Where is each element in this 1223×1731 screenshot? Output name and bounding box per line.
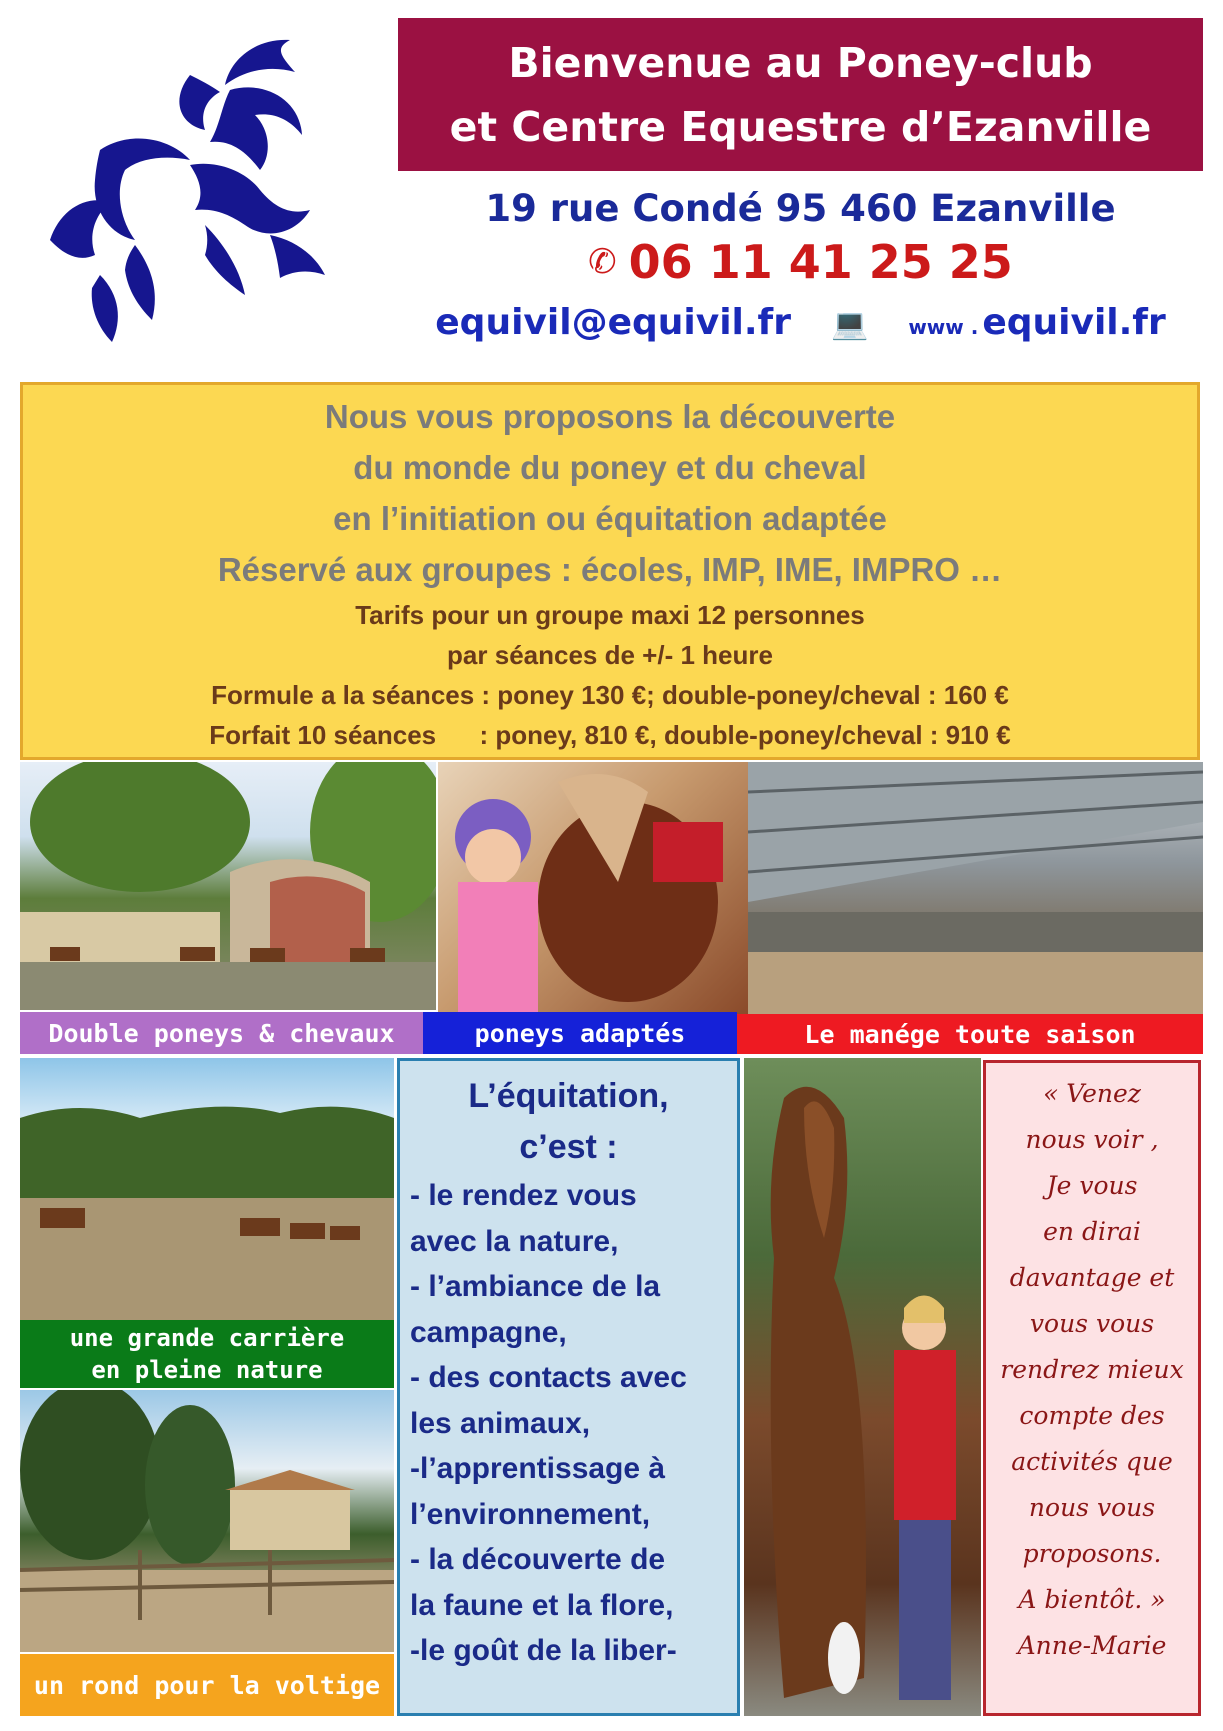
quote-line: nous vous [1028,1493,1156,1522]
address: 19 rue Condé 95 460 Ezanville [485,187,1116,230]
equitation-title [410,1071,727,1173]
caption-rond-voltige: un rond pour la voltige [20,1654,394,1716]
equitation-line: - l’ambiance de la [410,1270,661,1303]
round-pen-photo [20,1390,394,1652]
website-link[interactable]: equivil.fr [982,302,1166,343]
welcome-title-banner [398,18,1203,171]
computer-icon: 💻 [830,307,869,342]
quote-line: Je vous [1046,1171,1138,1200]
quote-line: « Venez [1043,1079,1141,1108]
offer-line-2: du monde du poney et du cheval [353,449,867,486]
equitation-line: -l’apprentissage à [410,1452,666,1485]
quote-line: proposons. [1022,1539,1162,1568]
tariff-line-1: Tarifs pour un groupe maxi 12 personnes [355,600,865,630]
equitation-line: campagne, [410,1315,567,1349]
caption-carriere-line-1: une grande carrière [69,1324,345,1352]
quote-line: vous vous [1029,1309,1155,1338]
www-prefix: www . [908,315,979,339]
welcome-title-line-2: et Centre Equestre d’Ezanville [449,102,1152,151]
equitation-line: l’environnement, [410,1497,651,1531]
equitation-line: - des contacts avec [410,1361,687,1394]
email-link[interactable]: equivil@equivil.fr [435,302,791,343]
outdoor-arena-photo [20,1058,394,1320]
equitation-panel [397,1058,740,1716]
contact-row [398,302,1203,343]
offer-panel [20,382,1200,760]
quote-line: davantage et [1009,1263,1175,1292]
quote-signature: Anne-Marie [1017,1631,1167,1660]
equitation-line: les animaux, [410,1406,591,1440]
caption-poneys-adaptes: poneys adaptés [423,1012,737,1054]
caption-grande-carriere [20,1320,394,1388]
welcome-title-line-1: Bienvenue au Poney-club [508,38,1093,87]
quote-line: en dirai [1043,1217,1141,1246]
rate-line-2: Forfait 10 séances : poney, 810 €, double-poney/cheval : 910 € [209,720,1011,750]
tariff-line-2: par séances de +/- 1 heure [447,640,773,670]
equitation-list [410,1173,727,1674]
rate-line-1: Formule a la séances : poney 130 €; double-poney/cheval : 160 € [211,680,1009,710]
quote-line: activités que [1011,1447,1173,1476]
quote-panel [983,1060,1201,1716]
offer-line-4: Réservé aux groupes : écoles, IMP, IME, IMPRO … [217,551,1003,588]
child-pony-photo [438,762,748,1016]
caption-double-poneys: Double poneys & chevaux [20,1012,423,1054]
equitation-title-line-1: L’équitation, [468,1077,669,1115]
quote-line: rendrez mieux [1000,1355,1184,1384]
equitation-line: - la découverte de [410,1543,666,1576]
equitation-line: la faune et la flore, [410,1588,674,1622]
offer-line-3: en l’initiation ou équitation adaptée [333,500,887,537]
caption-carriere-line-2: en pleine nature [91,1356,323,1384]
equitation-line: - le rendez vous [410,1179,637,1212]
indoor-arena-photo [748,762,1203,1014]
horse-sculpture-photo [744,1058,981,1716]
equitation-title-line-2: c’est : [519,1128,618,1166]
equitation-line: avec la nature, [410,1224,619,1258]
offer-line-1: Nous vous proposons la découverte [324,398,896,435]
club-building-photo [20,762,436,1010]
phone-icon: ✆ [588,242,617,282]
equitation-line: -le goût de la liber- [410,1634,677,1667]
quote-line: A bientôt. » [1018,1585,1166,1614]
phone-number[interactable]: 06 11 41 25 25 [628,235,1013,289]
horse-logo [40,30,370,350]
quote-line: compte des [1019,1401,1165,1430]
phone-row [398,235,1203,289]
caption-manege: Le manége toute saison [737,1014,1203,1054]
quote-line: nous voir , [1025,1125,1159,1154]
